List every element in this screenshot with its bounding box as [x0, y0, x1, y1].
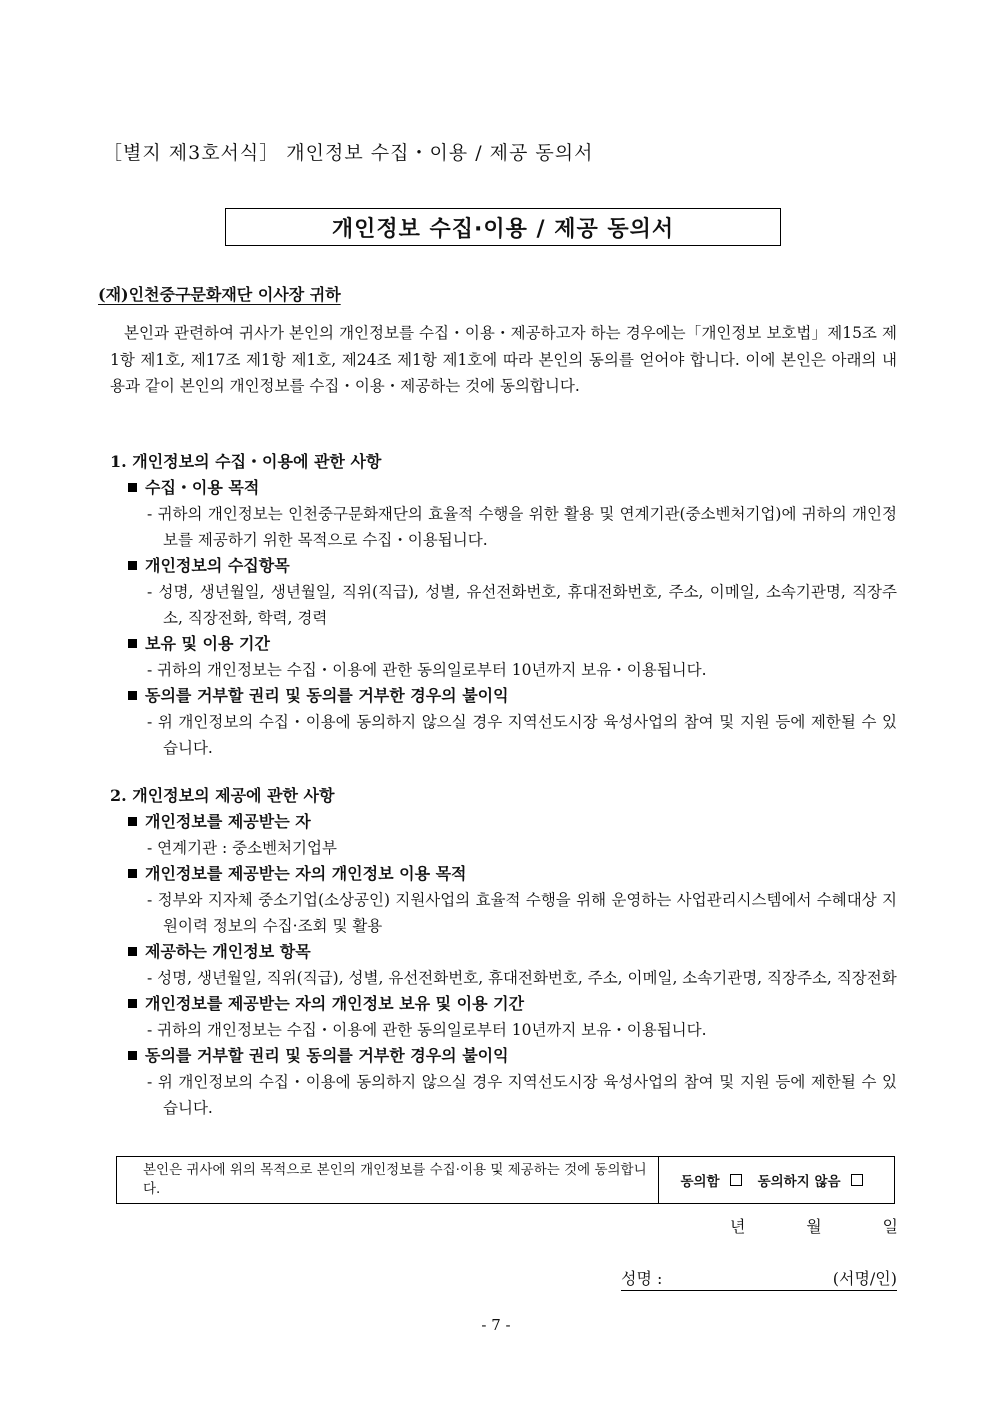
square-bullet-icon	[128, 869, 137, 878]
square-bullet-icon	[128, 561, 137, 570]
year-label: 년	[730, 1217, 746, 1236]
item-detail: - 위 개인정보의 수집・이용에 동의하지 않으실 경우 지역선도시장 육성사업의 참여 및 지원 등에 제한될 수 있습니다.	[147, 713, 897, 757]
item-detail: - 귀하의 개인정보는 인천중구문화재단의 효율적 수행을 위한 활용 및 연계기관(중소벤처기업)에 귀하의 개인정보를 제공하기 위한 목적으로 수집・이용됩니다.	[147, 505, 897, 549]
agree-checkbox[interactable]	[730, 1174, 742, 1186]
day-label: 일	[882, 1217, 898, 1236]
page-number: - 7 -	[481, 1316, 511, 1334]
month-label: 월	[806, 1217, 822, 1236]
section-title: 2. 개인정보의 제공에 관한 사항	[110, 786, 335, 805]
consent-table	[116, 1156, 895, 1204]
section-title: 1. 개인정보의 수집・이용에 관한 사항	[110, 452, 382, 471]
square-bullet-icon	[128, 483, 137, 492]
section-provision	[110, 783, 900, 1121]
item-detail: - 귀하의 개인정보는 수집・이용에 관한 동의일로부터 10년까지 보유・이용됩니다.	[147, 661, 707, 679]
item-detail: - 위 개인정보의 수집・이용에 동의하지 않으실 경우 지역선도시장 육성사업의 참여 및 지원 등에 제한될 수 있습니다.	[147, 1073, 897, 1117]
square-bullet-icon	[128, 691, 137, 700]
item-heading: 보유 및 이용 기간	[110, 631, 900, 657]
item-heading: 제공하는 개인정보 항목	[110, 939, 900, 965]
consent-statement: 본인은 귀사에 위의 목적으로 본인의 개인정보를 수집·이용 및 제공하는 것에 동의합니다.	[117, 1157, 659, 1203]
item-heading: 개인정보를 제공받는 자	[110, 809, 900, 835]
item-heading: 수집・이용 목적	[110, 475, 900, 501]
section-collection-use	[110, 449, 900, 761]
document-title	[225, 208, 781, 246]
item-heading: 개인정보를 제공받는 자의 개인정보 이용 목적	[110, 861, 900, 887]
square-bullet-icon	[128, 639, 137, 648]
item-detail: - 성명, 생년월일, 직위(직급), 성별, 유선전화번호, 휴대전화번호, 주소, 이메일, 소속기관명, 직장주소, 직장전화	[147, 969, 897, 987]
date-line	[730, 1214, 898, 1237]
signature-suffix: (서명/인)	[832, 1269, 897, 1288]
intro-paragraph: 본인과 관련하여 귀사가 본인의 개인정보를 수집・이용・제공하고자 하는 경우에는「개인정보 보호법」제15조 제1항 제1호, 제17조 제1항 제1호, 제24조 제1항 제1호에 따라 본인의 동의를 얻어야 합니다. 이에 본인은 아래의 내용과 같이 본인의 개인정보를 수집・이용・제공하는 것에 동의합니다.	[110, 324, 897, 395]
item-heading: 개인정보의 수집항목	[110, 553, 900, 579]
signature-label: 성명 :	[621, 1269, 663, 1288]
item-detail: - 정부와 지자체 중소기업(소상공인) 지원사업의 효율적 수행을 위해 운영하는 사업관리시스템에서 수혜대상 지원이력 정보의 수집·조회 및 활용	[147, 891, 897, 935]
item-detail: - 연계기관 : 중소벤처기업부	[147, 839, 337, 857]
square-bullet-icon	[128, 817, 137, 826]
item-heading: 동의를 거부할 권리 및 동의를 거부한 경우의 불이익	[110, 1043, 900, 1069]
item-detail: - 귀하의 개인정보는 수집・이용에 관한 동의일로부터 10년까지 보유・이용됩니다.	[147, 1021, 707, 1039]
square-bullet-icon	[128, 1051, 137, 1060]
form-label: ［별지 제3호서식］ 개인정보 수집・이용 / 제공 동의서	[103, 142, 594, 164]
agree-label: 동의함	[680, 1174, 720, 1190]
signature-line[interactable]	[621, 1266, 897, 1291]
item-heading: 동의를 거부할 권리 및 동의를 거부한 경우의 불이익	[110, 683, 900, 709]
item-heading: 개인정보를 제공받는 자의 개인정보 보유 및 이용 기간	[110, 991, 900, 1017]
disagree-checkbox[interactable]	[851, 1174, 863, 1186]
document-title-text: 개인정보 수집·이용 / 제공 동의서	[331, 216, 675, 242]
consent-options	[659, 1157, 894, 1203]
disagree-label: 동의하지 않음	[757, 1174, 841, 1190]
addressee: (재)인천중구문화재단 이사장 귀하	[98, 285, 341, 304]
square-bullet-icon	[128, 999, 137, 1008]
square-bullet-icon	[128, 947, 137, 956]
item-detail: - 성명, 생년월일, 생년월일, 직위(직급), 성별, 유선전화번호, 휴대전화번호, 주소, 이메일, 소속기관명, 직장주소, 직장전화, 학력, 경력	[147, 583, 897, 627]
